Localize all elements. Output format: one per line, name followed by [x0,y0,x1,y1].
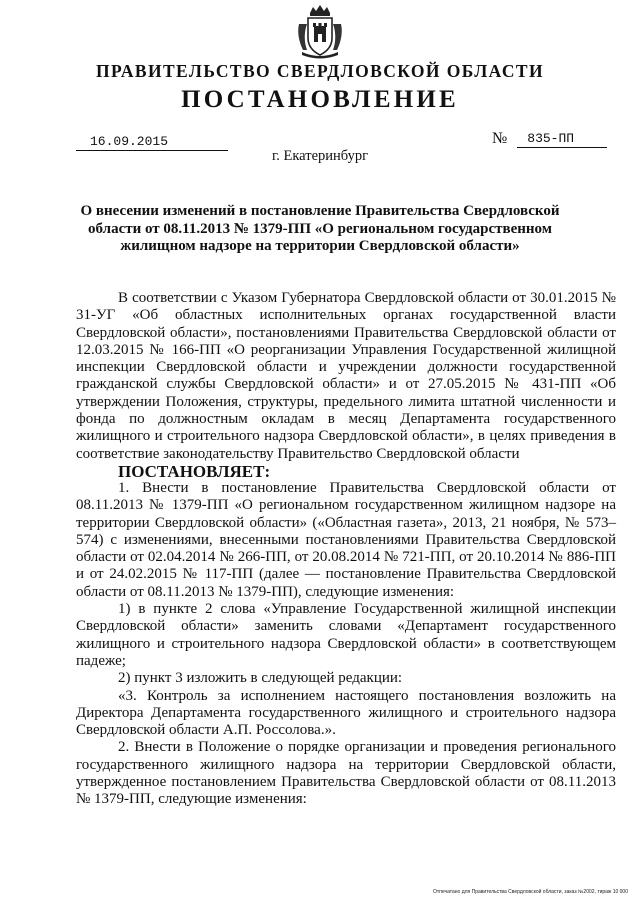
document-date: 16.09.2015 [76,134,228,151]
document-type: ПОСТАНОВЛЕНИЕ [181,86,459,113]
city: г. Екатеринбург [271,148,369,164]
item-1-1-paragraph: 1) в пункте 2 слова «Управление Государственной жилищной инспекции Свердловской области» заменить словами «Департамент государственного жилищного и строительного надзора Свердловской области» в соответствующем падеже; [76,601,616,669]
item-1-paragraph: 1. Внести в постановление Правительства Свердловской области от 08.11.2013 № 1379-ПП «О региональном государственном жилищном надзоре на территории Свердловской области» («Областная газета», 2013, 21 ноября, № 573–574) с изменениями, внесенными постановлениями Правительства Свердловской области от 02.04.2014 № 266-ПП, от 20.08.2014 № 721-ПП, от 20.10.2014 № 886-ПП и от 24.02.2015 № 117-ПП (далее — постановление Правительства Свердловской области от 08.11.2013 № 1379-ПП), следующие изменения: [76,479,616,600]
coat-of-arms-icon [295,4,345,60]
document-number-field [492,130,607,148]
number-sign: № [492,130,508,147]
document-number: 835-ПП [517,131,607,148]
decree-word: ПОСТАНОВЛЯЕТ: [118,461,271,481]
preamble-paragraph: В соответствии с Указом Губернатора Свердловской области от 30.01.2015 № 31-УГ «Об областных исполнительных органах государственной власти Свердловской области», постановлениями Правительства Свердловской области от 12.03.2015 № 166-ПП «О реорганизации Управления Государственной жилищной инспекции Свердловской области и учреждении должности государственной гражданской службы Свердловской области» и от 27.05.2015 № 431-ПП «Об утверждении Положения, структуры, предельного лимита штатной численности и фонда по должностным окладам в месяц Департамента государственного жилищного и строительного надзора Свердловской области», в целях приведения в соответствие законодательству Правительство Свердловской области [76,290,616,462]
item-1-2-text-paragraph: «3. Контроль за исполнением настоящего постановления возложить на Директора Департамента государственного жилищного и строительного надзора Свердловской области А.П. Россолова.». [76,687,616,739]
document-body [76,290,616,809]
print-footer: Отпечатано для Правительства Свердловской области, заказ №2002, тираж 10 000 [432,889,628,895]
organization-name: ПРАВИТЕЛЬСТВО СВЕРДЛОВСКОЙ ОБЛАСТИ [96,61,544,81]
item-1-2-paragraph: 2) пункт 3 изложить в следующей редакции: [118,670,403,687]
document-title: О внесении изменений в постановление Правительства Свердловской области от 08.11.2013 № 1379-ПП «О региональном государственном жилищном надзоре на территории Свердловской области» [80,203,560,254]
item-2-paragraph: 2. Внести в Положение о порядке организации и проведения регионального государственного жилищного надзора на территории Свердловской области, утвержденное постановлением Правительства Свердловской области от 08.11.2013 № 1379-ПП, следующие изменения: [76,739,616,808]
